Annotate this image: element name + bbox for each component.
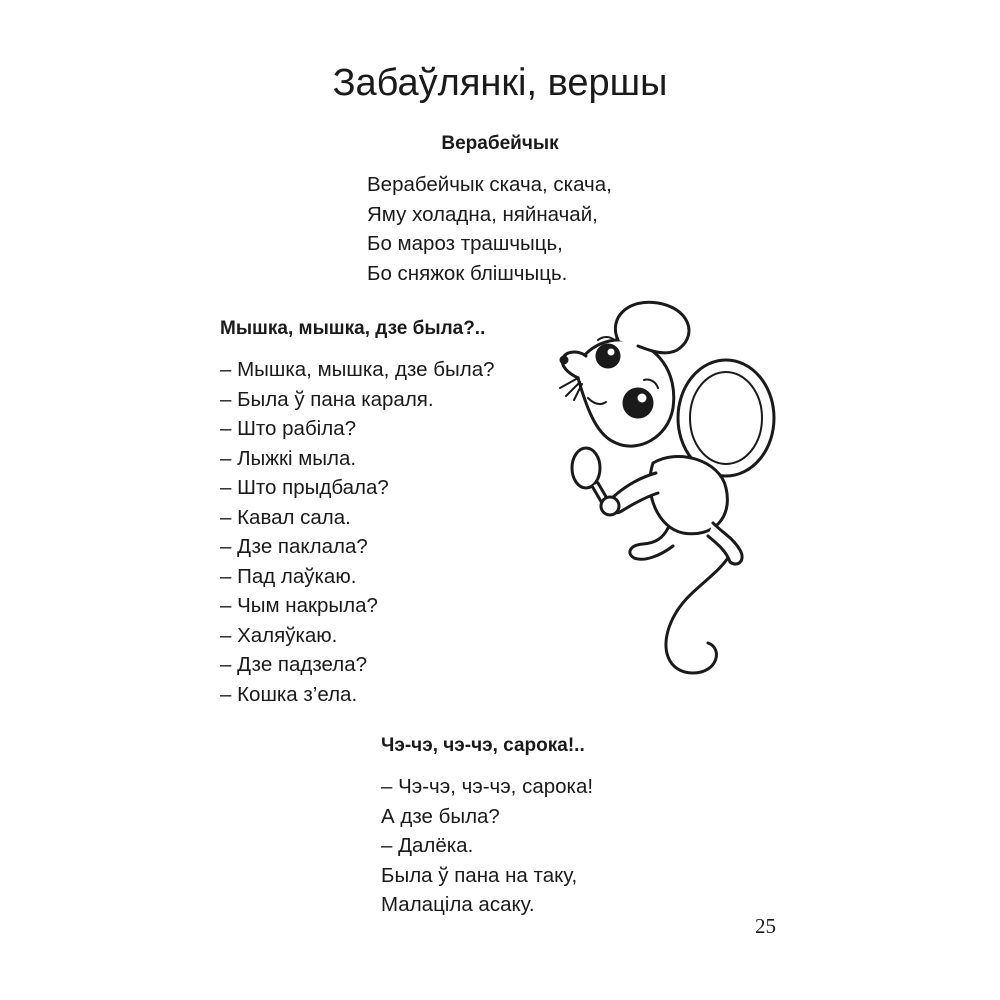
page-number: 25 [755, 914, 776, 938]
verse-line: Бо мароз трашчыць, [367, 232, 563, 255]
poem-title-saroka: Чэ-чэ, чэ-чэ, сарока!.. [381, 735, 585, 756]
verse-line: – Што рабіла? [220, 417, 357, 440]
verse-line: Яму холадна, няйначай, [367, 202, 598, 226]
poem-verabeichyk-verse [367, 170, 612, 288]
verse-line: – Чым накрыла? [220, 594, 378, 617]
verse-line: – Была ў пана караля. [220, 387, 434, 411]
poem-saroka-verse [381, 772, 593, 920]
mouse-head [577, 340, 673, 446]
spoon-icon [572, 448, 600, 488]
verse-line: – Што прыдбала? [220, 476, 389, 499]
poem-title-verabeichyk: Верабейчык [441, 133, 559, 154]
verse-line: – Дзе паклала? [220, 535, 368, 558]
verse-line: А дзе была? [381, 804, 500, 828]
mouse-with-spoon-illustration [548, 288, 788, 688]
verse-line: – Кошка з’ела. [220, 682, 358, 706]
verse-line: – Мышка, мышка, дзе была? [220, 358, 495, 381]
verse-line: – Лыжкі мыла. [220, 446, 357, 470]
verse-line: – Далёка. [381, 834, 474, 857]
verse-line: – Пад лаўкаю. [220, 564, 357, 588]
verse-line: Бо сняжок блішчыць. [367, 261, 568, 285]
mouse-tail [666, 550, 733, 673]
mouse-leg-left [630, 528, 673, 559]
page-title: Забаўлянкі, вершы [332, 62, 668, 104]
mouse-leg-right [708, 523, 742, 564]
verse-line: – Кавал сала. [220, 505, 351, 529]
verse-line: – Дзе падзела? [220, 653, 368, 676]
verse-line: – Халяўкаю. [220, 623, 338, 647]
poem-title-myshka: Мышка, мышка, дзе была?.. [220, 318, 486, 339]
verse-line: – Чэ-чэ, чэ-чэ, сарока! [381, 775, 594, 798]
mouse-eye-right [624, 389, 652, 417]
verse-line: Малацiла асаку. [381, 893, 535, 916]
verse-line: Верабейчык скача, скача, [367, 173, 612, 196]
poem-myshka-verse [220, 355, 495, 709]
mouse-eye-left [597, 345, 619, 367]
verse-line: Была ў пана на таку, [381, 863, 578, 887]
mouse-nose [561, 357, 567, 363]
